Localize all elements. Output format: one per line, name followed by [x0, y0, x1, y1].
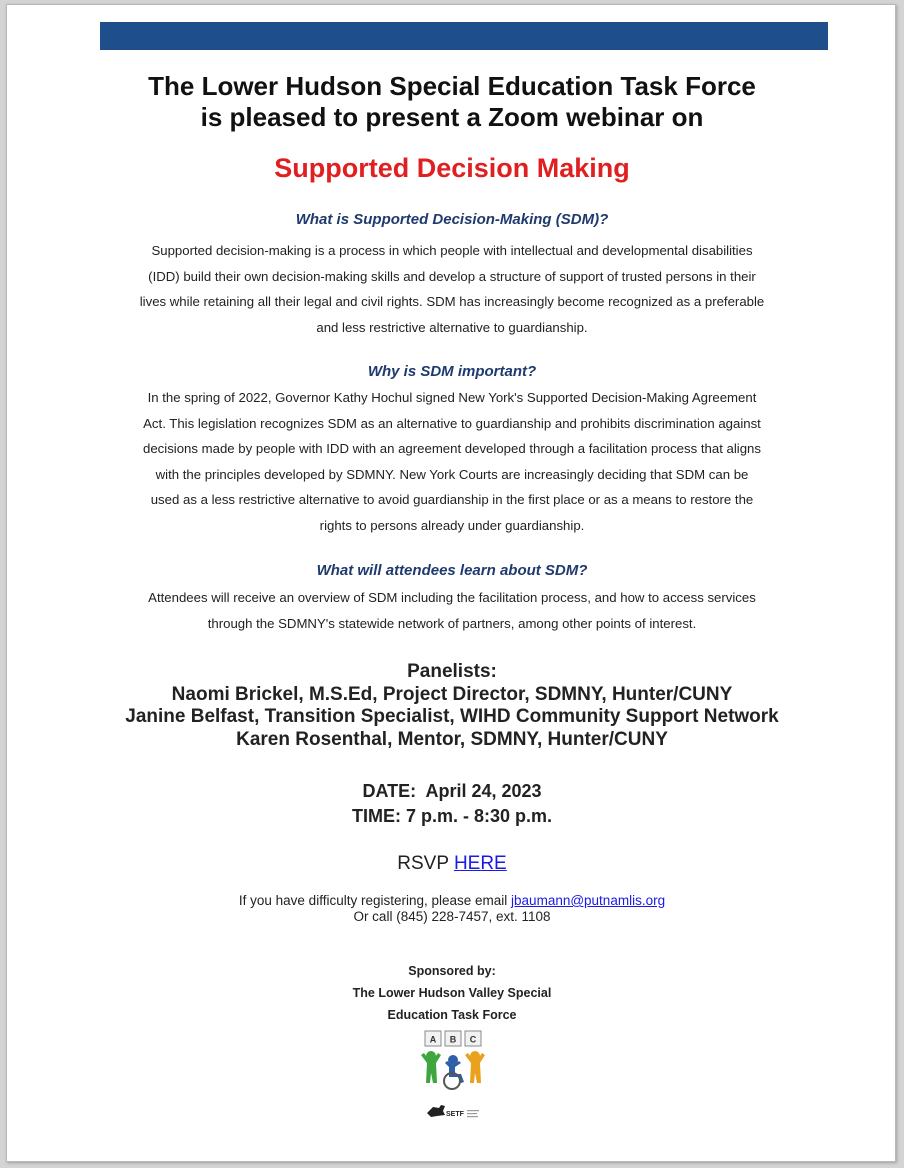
block-a: A [429, 1034, 437, 1045]
green-figure-icon [421, 1051, 441, 1083]
panelist: Naomi Brickel, M.S.Ed, Project Director, SDMNY, Hunter/CUNY [171, 683, 733, 705]
sponsor-block [7, 960, 897, 1026]
panelists-block [7, 661, 897, 751]
paragraph-what-is-sdm [77, 238, 827, 340]
setf-logo [415, 1027, 491, 1123]
paragraph-why-important [77, 385, 827, 538]
event-title: Supported Decision Making [274, 153, 630, 183]
paragraph-line: In the spring of 2022, Governor Kathy Hochul signed New York's Supported Decision-Making Agreement [147, 390, 757, 405]
contact-phone: Or call (845) 228-7457, ext. 1108 [353, 909, 551, 924]
question-what-will-learn: What will attendees learn about SDM? [316, 562, 588, 579]
headline-line-1: The Lower Hudson Special Education Task Force [148, 71, 756, 101]
block-c: C [469, 1034, 477, 1045]
logo-fine-print [467, 1110, 479, 1117]
contact-email-link[interactable]: jbaumann@putnamlis.org [511, 893, 666, 908]
paragraph-line: used as a less restrictive alternative to avoid guardianship in the first place or as a means to restore the [150, 492, 754, 507]
question-what-is-sdm: What is Supported Decision-Making (SDM)? [295, 211, 609, 228]
paragraph-line: Act. This legislation recognizes SDM as an alternative to guardianship and prohibits discrimination against [143, 415, 761, 431]
abc-blocks [425, 1031, 481, 1046]
paragraph-line: Attendees will receive an overview of SDM including the facilitation process, and how to access services [148, 590, 756, 605]
panelist: Karen Rosenthal, Mentor, SDMNY, Hunter/CUNY [236, 728, 668, 750]
headline [7, 71, 897, 133]
contact-info [7, 893, 897, 925]
paragraph-line: decisions made by people with IDD with an agreement developed through a facilitation process that aligns [143, 441, 761, 456]
contact-text: If you have difficulty registering, please email [238, 893, 512, 908]
paragraph-line: with the principles developed by SDMNY. New York Courts are increasingly deciding that SDM can be [155, 466, 749, 482]
rsvp-line [7, 853, 897, 875]
flyer-page [6, 4, 896, 1162]
paragraph-line: rights to persons already under guardianship. [319, 517, 585, 533]
rsvp-label: RSVP [397, 853, 454, 874]
question-why-important: Why is SDM important? [367, 363, 537, 380]
sponsor-name-line-1: The Lower Hudson Valley Special [352, 986, 552, 1000]
logo-label: SETF [446, 1111, 464, 1118]
rsvp-link[interactable]: HERE [453, 853, 507, 874]
sponsor-name-line-2: Education Task Force [387, 1008, 517, 1022]
paragraph-line: and less restrictive alternative to guardianship. [316, 319, 588, 335]
header-bar [100, 22, 828, 50]
ny-state-icon [427, 1105, 445, 1117]
paragraph-line: Supported decision-making is a process in which people with intellectual and developmental disabilities [151, 243, 753, 258]
sponsor-heading: Sponsored by: [408, 964, 496, 978]
headline-line-2: is pleased to present a Zoom webinar on [200, 102, 704, 132]
paragraph-line: (IDD) build their own decision-making skills and develop a structure of support of trusted persons in their [148, 268, 756, 284]
paragraph-what-will-learn [77, 585, 827, 636]
panelists-heading: Panelists: [407, 661, 497, 682]
wheelchair-figure-icon [444, 1055, 464, 1089]
block-b: B [449, 1034, 457, 1045]
paragraph-line: through the SDMNY's statewide network of partners, among other points of interest. [207, 615, 697, 631]
panelist: Janine Belfast, Transition Specialist, WIHD Community Support Network [125, 706, 779, 727]
orange-figure-icon [465, 1051, 485, 1083]
paragraph-line: lives while retaining all their legal and civil rights. SDM has increasingly become recognized as a preferable [139, 294, 765, 309]
event-date: DATE: April 24, 2023 [362, 781, 542, 801]
event-time: TIME: 7 p.m. - 8:30 p.m. [351, 806, 553, 826]
event-datetime [7, 779, 897, 829]
